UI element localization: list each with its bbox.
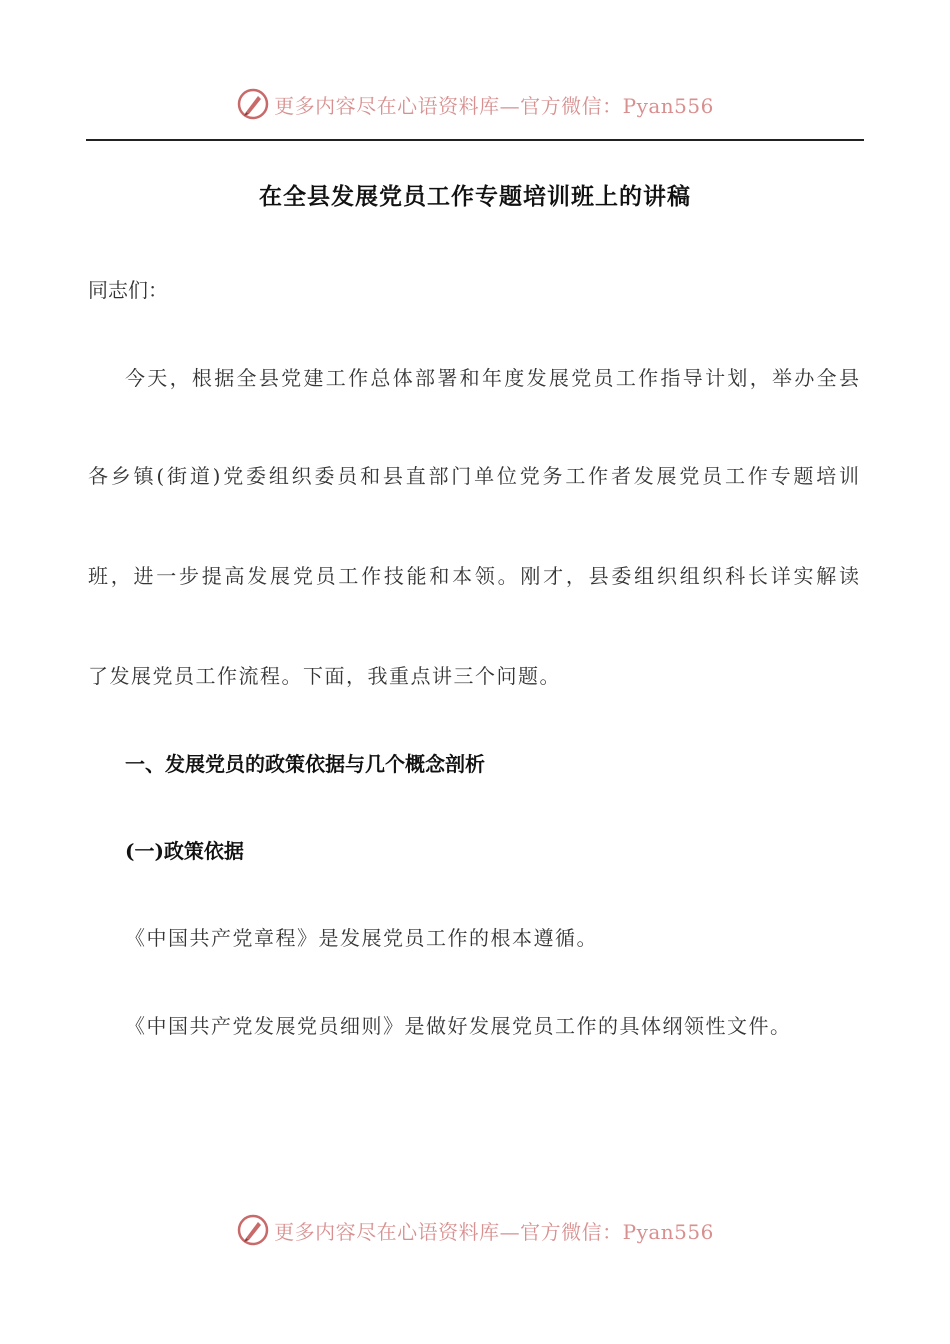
pen-logo-icon <box>236 87 270 121</box>
header-banner <box>0 84 950 124</box>
body-paragraph: 《中国共产党章程》是发展党员工作的根本遵循。 <box>125 926 598 950</box>
banner-text: 更多内容尽在心语资料库—官方微信：Pyan556 <box>274 1219 714 1244</box>
salutation: 同志们： <box>88 278 168 302</box>
pen-logo-icon <box>236 1213 270 1247</box>
body-paragraph: 《中国共产党发展党员细则》是做好发展党员工作的具体纲领性文件。 <box>125 1014 792 1038</box>
footer-banner <box>0 1210 950 1250</box>
subsection-heading: (一)政策依据 <box>125 839 244 863</box>
header-divider <box>86 139 864 141</box>
paragraph-line: 各乡镇(街道)党委组织委员和县直部门单位党务工作者发展党员工作专题培训 <box>88 464 860 488</box>
document-title: 在全县发展党员工作专题培训班上的讲稿 <box>259 183 691 210</box>
section-heading: 一、发展党员的政策依据与几个概念剖析 <box>125 752 485 776</box>
paragraph-line: 了发展党员工作流程。下面，我重点讲三个问题。 <box>88 664 561 688</box>
paragraph-line: 今天，根据全县党建工作总体部署和年度发展党员工作指导计划，举办全县 <box>125 366 860 390</box>
banner-text: 更多内容尽在心语资料库—官方微信：Pyan556 <box>274 93 714 118</box>
paragraph-line: 班，进一步提高发展党员工作技能和本领。刚才，县委组织组织科长详实解读 <box>88 564 860 588</box>
